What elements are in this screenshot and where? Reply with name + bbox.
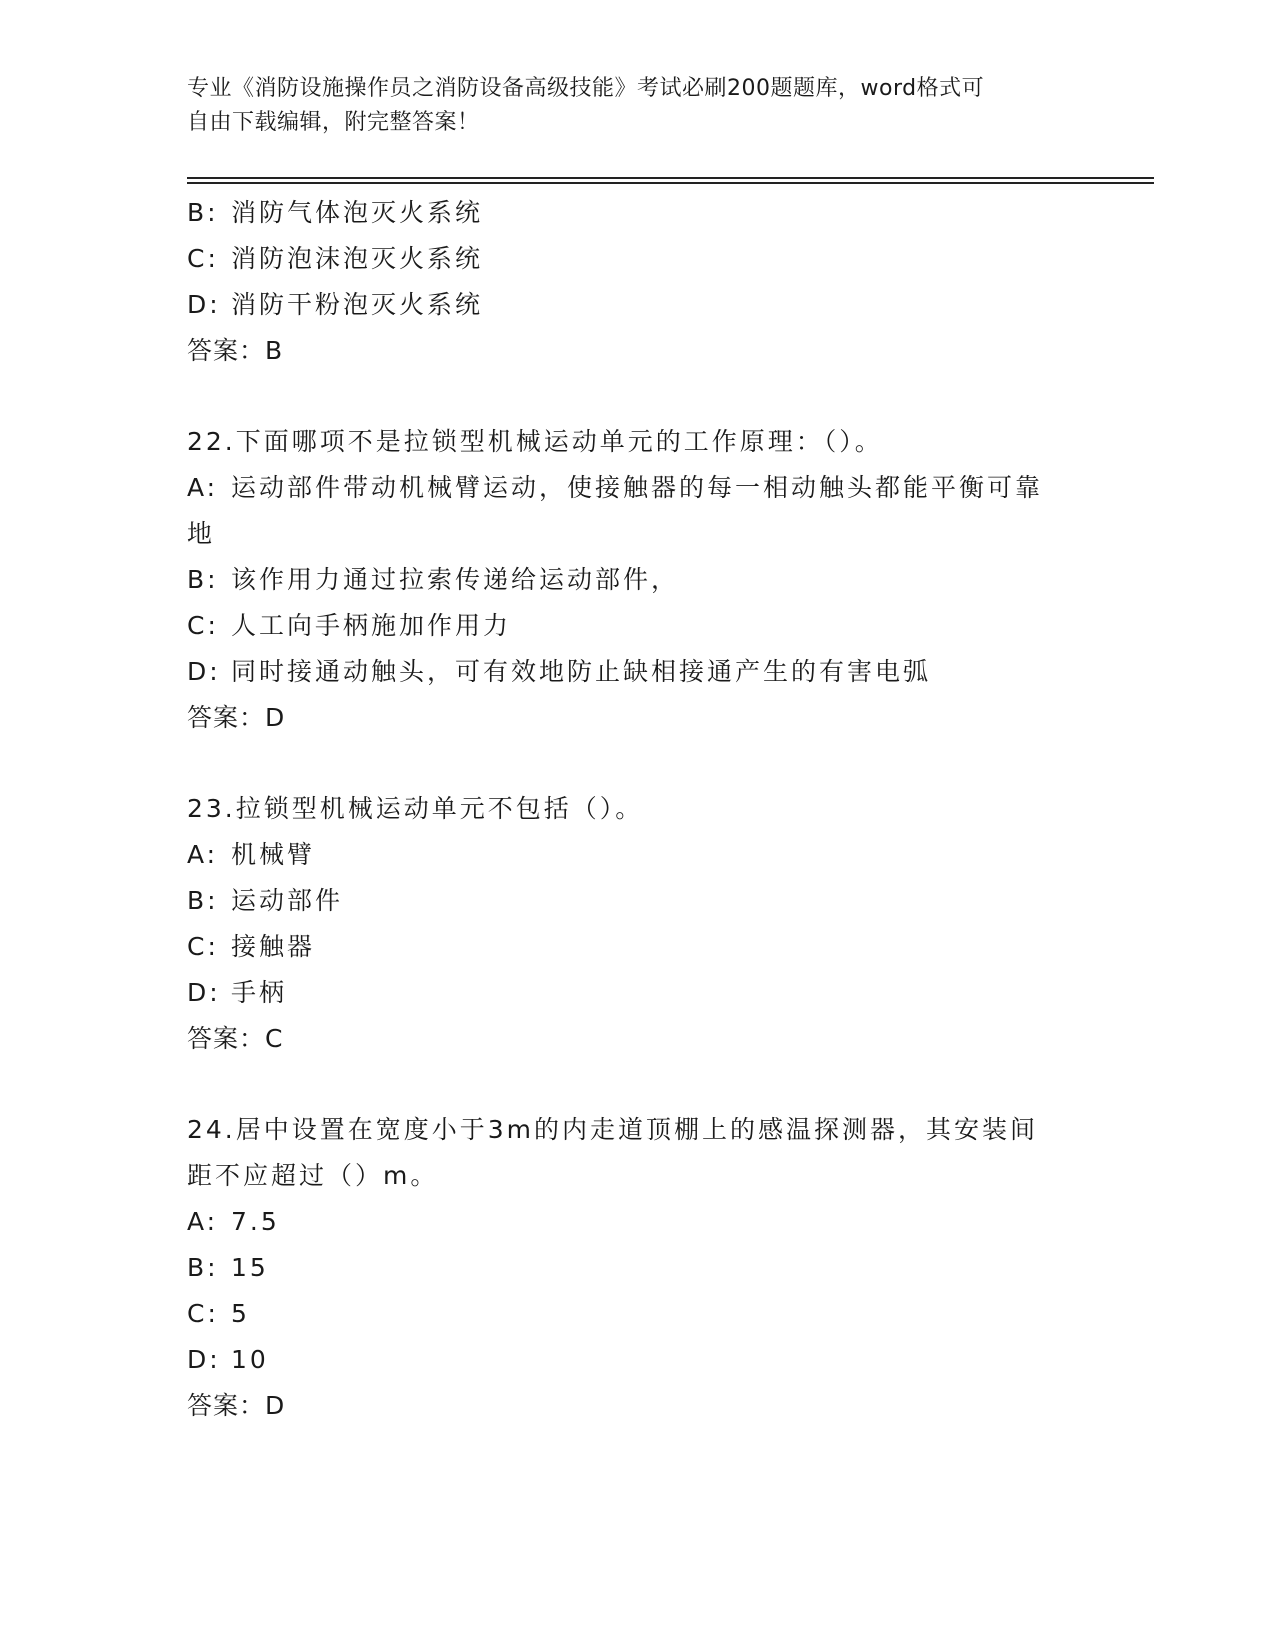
option-d: D: 手柄 <box>187 978 288 1007</box>
question-list <box>187 190 1067 1429</box>
answer: 答案：D <box>187 1391 286 1420</box>
question-24 <box>187 1107 1067 1429</box>
header-line-1: 专业《消防设施操作员之消防设备高级技能》考试必刷200题题库，word格式可 <box>187 76 985 101</box>
option-d: D: 同时接通动触头，可有效地防止缺相接通产生的有害电弧 <box>187 657 932 686</box>
question-21-tail <box>187 190 1067 374</box>
option-c: C: 接触器 <box>187 932 316 961</box>
option-c: C: 消防泡沫泡灭火系统 <box>187 244 484 273</box>
question-stem-line-1: 24.居中设置在宽度小于3m的内走道顶棚上的感温探测器，其安装间 <box>187 1115 1039 1144</box>
header-divider-bottom <box>187 182 1154 184</box>
answer: 答案：C <box>187 1024 284 1053</box>
option-d: D: 消防干粉泡灭火系统 <box>187 290 484 319</box>
question-stem: 22.下面哪项不是拉锁型机械运动单元的工作原理：（）。 <box>187 427 883 456</box>
option-b: B: 消防气体泡灭火系统 <box>187 198 484 227</box>
question-23 <box>187 786 1067 1062</box>
header-line-2: 自由下载编辑，附完整答案！ <box>187 110 480 135</box>
option-b: B: 该作用力通过拉索传递给运动部件， <box>187 565 680 594</box>
option-c: C: 人工向手柄施加作用力 <box>187 611 512 640</box>
option-b: B: 运动部件 <box>187 886 344 915</box>
question-stem: 23.拉锁型机械运动单元不包括（）。 <box>187 794 644 823</box>
answer: 答案：D <box>187 703 286 732</box>
question-stem-line-2: 距不应超过（）m。 <box>187 1161 439 1190</box>
option-d: D: 10 <box>187 1345 269 1374</box>
option-a: A: 运动部件带动机械臂运动，使接触器的每一相动触头都能平衡可靠 <box>187 473 1044 502</box>
option-b: B: 15 <box>187 1253 269 1282</box>
option-a: A: 7.5 <box>187 1207 280 1236</box>
header-divider-top <box>187 177 1154 179</box>
answer: 答案：B <box>187 336 284 365</box>
question-22 <box>187 419 1067 741</box>
document-header <box>187 72 1067 140</box>
option-c: C: 5 <box>187 1299 250 1328</box>
option-a: A: 机械臂 <box>187 840 316 869</box>
option-a-continuation: 地 <box>187 519 216 548</box>
